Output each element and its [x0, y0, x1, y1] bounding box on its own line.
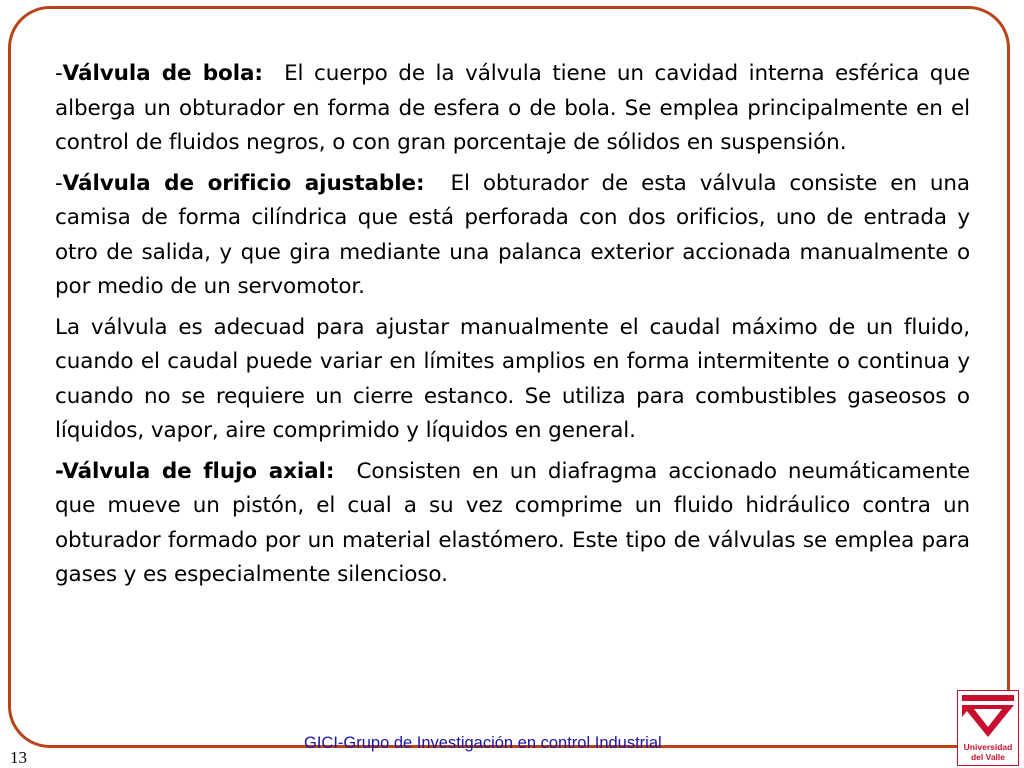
paragraph-valvula-bola [55, 57, 970, 161]
footer-text: GICI-Grupo de Investigación en control Industrial [304, 734, 662, 752]
paragraph-valvula-orificio [55, 167, 970, 305]
paragraph-prefix: - [55, 61, 63, 86]
university-logo [957, 690, 1019, 766]
paragraph-text: Consisten en un diafragma accionado neumáticamente que mueve un pistón, el cual a su vez comprime un fluido hidráulico contra un obturador formado por un material elastómero. Este tipo de válvulas se emplea para gases y es especialmente silencioso. [55, 458, 970, 587]
term-valvula-bola: Válvula de bola: [62, 61, 263, 86]
page-number: 13 [10, 748, 27, 767]
university-logo-icon [958, 691, 1018, 743]
paragraph-text: El obturador de esta válvula consiste en una camisa de forma cilíndrica que está perforada con dos orificios, uno de entrada y otro de salida, y que gira mediante una palanca exterior accionada manualmente o por medio de un servomotor. [55, 170, 971, 299]
paragraph-valvula-flujo-axial [55, 455, 970, 593]
logo-text-line1: Universidad [963, 742, 1013, 752]
logo-text-line2: del Valle [970, 752, 1006, 762]
paragraph-uso-valvula [55, 311, 970, 449]
paragraph-text: La válvula es adecuad para ajustar manualmente el caudal máximo de un fluido, cuando el caudal puede variar en límites amplios en forma intermitente o continua y cuando no se requiere un cierre estanco. Se utiliza para combustibles gaseosos o líquidos, vapor, aire comprimido y líquidos en general. [55, 314, 970, 443]
term-valvula-flujo-axial: -Válvula de flujo axial: [55, 458, 335, 484]
slide-body [55, 57, 970, 599]
term-valvula-orificio: Válvula de orificio ajustable: [62, 170, 425, 196]
paragraph-prefix: - [55, 170, 63, 196]
paragraph-text: El cuerpo de la válvula tiene un cavidad interna esférica que alberga un obturador en forma de esfera o de bola. Se emplea principalmente en el control de fluidos negros, o con gran porcentaje de sólidos en suspensión. [55, 61, 971, 155]
